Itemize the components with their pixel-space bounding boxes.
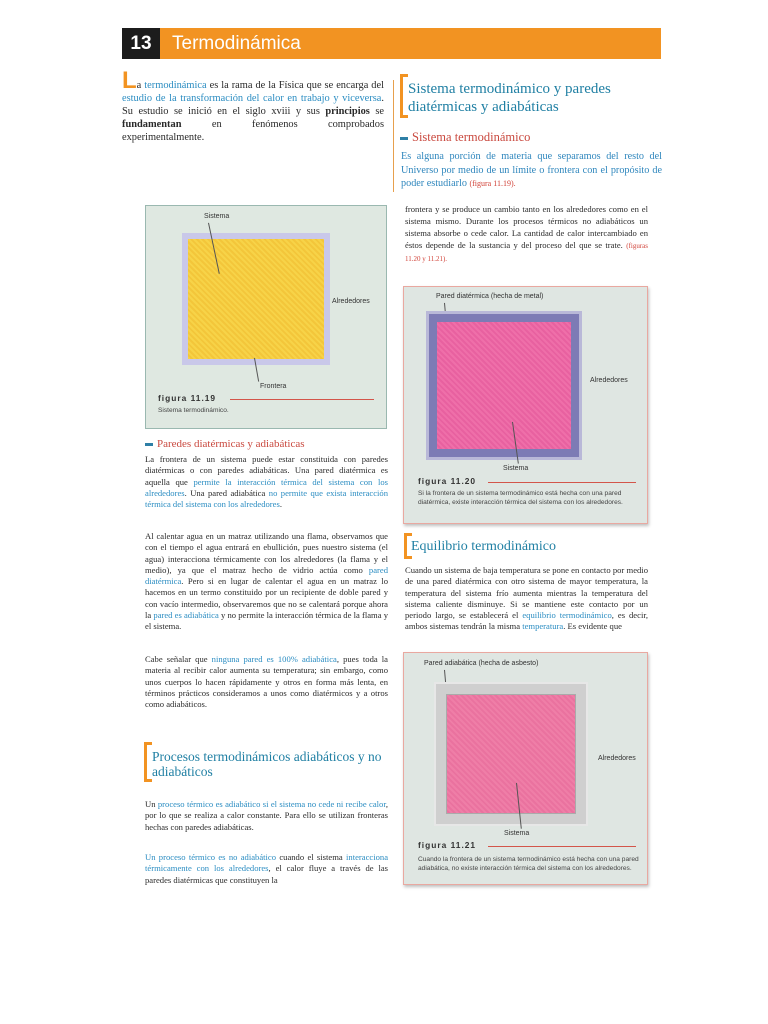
highlight: interacciona térmicamente con los alrededores (145, 852, 389, 874)
highlight: proceso térmico es adiabático si el sistema no cede ni recibe calor (157, 799, 386, 809)
text: , por lo que se realiza a calor constante. Para ello se utilizan fronteras hechas con paredes adiabáticas. (145, 799, 389, 832)
subheading-text: Paredes diatérmicas y adiabáticas (157, 438, 305, 450)
label-wall: Pared diatérmica (hecha de metal) (436, 293, 544, 300)
caption-rule (488, 482, 636, 483)
continuation-text: frontera y se produce un cambio tanto en los alrededores como en el sistema mismo. Durante los procesos térmicos no adiabáticos un sistema absorbe o cede calor. La cantidad de calor intercambiado en éstos depende de la sustancia y del proceso del que se trate. (405, 204, 648, 250)
section-heading-procesos: Procesos termodinámicos adiabáticos y no adiabáticos (152, 749, 382, 779)
paragraph-procesos-1 (145, 799, 388, 833)
figure-title: figura 11.20 (418, 476, 477, 486)
intro-text: en fenómenos comprobados experimentalmente. (122, 119, 384, 143)
highlight: pared es adiabática (153, 610, 219, 621)
highlight: temperatura (522, 621, 564, 632)
figure-reference: (figura 11.19). (469, 179, 516, 189)
definition-text: Es alguna porción de materia que separamos del resto del Universo por medio de un límite o frontera con el propósito de poder estudiarlo (401, 151, 662, 190)
label-system: Sistema (204, 213, 230, 220)
definition-sistema (401, 150, 662, 191)
figure-11-20 (403, 286, 648, 524)
system-box-yellow (182, 233, 330, 365)
highlight: ninguna pared es 100% adiabática (211, 654, 337, 664)
heading-bracket (144, 742, 152, 782)
section-heading-sistema: Sistema termodinámico y paredes diatérmicas y adiabáticas (408, 81, 611, 115)
paragraph-procesos-2 (145, 852, 388, 886)
subheading-text: Sistema termodinámico (412, 130, 531, 144)
label-boundary: Frontera (260, 383, 287, 390)
caption-rule (488, 846, 636, 847)
intro-text: es la rama de la Física que se encarga del (206, 80, 384, 91)
intro-bold: principios (325, 106, 370, 117)
text: y no permite la interacción térmica de la flama y el sistema. (145, 610, 388, 632)
section-heading-equilibrio: Equilibrio termodinámico (411, 539, 557, 554)
subheading-paredes (145, 436, 390, 452)
subheading-sistema (400, 129, 660, 145)
text: . (279, 499, 282, 510)
text: Cabe señalar que (145, 654, 212, 664)
figure-caption: Sistema termodinámico. (158, 407, 229, 414)
figure-11-21 (403, 652, 648, 885)
intro-term: termodinámica (144, 80, 207, 91)
text: . Pero si en lugar de calentar el agua en un matraz lo hacemos en un termo constituido por un recipiente de doble pared y con vacío intermedio, observaremos que no se calentará porque ahora la (145, 576, 388, 621)
intro-bold: fundamentan (122, 119, 182, 130)
label-system: Sistema (503, 465, 529, 472)
label-surroundings: Alrededores (590, 377, 628, 384)
figure-reference: (figuras 11.20 y 11.21). (405, 242, 649, 263)
paragraph-paredes-1 (145, 454, 388, 510)
text: Un (145, 799, 158, 809)
intro-highlight: estudio de la transformación del calor en trabajo y viceversa (122, 93, 382, 104)
intro-text: se (369, 106, 385, 117)
drop-cap: L (122, 67, 137, 94)
paragraph-paredes-3 (145, 654, 388, 710)
text: Al calentar agua en un matraz utilizando una flama, observamos que con el tiempo el agua entrará en ebullición, pues nuestro sistema (el agua) interacciona térmicamente con los alrededores (la flama y el medio), ya que el matraz hecho de vidrio actúa como (145, 531, 388, 575)
label-system: Sistema (504, 830, 530, 837)
heading-bracket (400, 74, 408, 118)
text: La frontera de un sistema puede estar constituida con paredes diatérmicas o con paredes adiabáticas. Una pared diatérmica es aquella que (145, 454, 388, 487)
text: , pues toda la materia al recibir calor aumenta su temperatura; sin embargo, como unos cuerpos lo hacen rápidamente y otros en forma más lenta, en términos prácticos consideramos a unos como diatérmicos y a otros como adiabáticos. (145, 654, 388, 710)
label-surroundings: Alrededores (598, 755, 636, 762)
figure-title: figura 11.19 (158, 393, 217, 403)
intro-text: . Su estudio se inició en el siglo xviii y sus (122, 93, 384, 117)
chapter-title: Termodinámica (172, 33, 301, 54)
text: Cuando un sistema de baja temperatura se pone en contacto por medio de una pared diatérmica con otro sistema de mayor temperatura, la temperatura del sistema frío aumenta mientras la temperatura del sistema caliente disminuye. Si se mantiene este contacto por un periodo largo, se establecerá el (405, 565, 648, 621)
figure-11-19 (145, 205, 387, 429)
column-divider (393, 80, 394, 192)
chapter-number: 13 (122, 28, 160, 59)
highlight: Un proceso térmico es no adiabático (145, 852, 277, 862)
system-box-pink-asbestos (436, 684, 586, 824)
text: , el calor fluye a través de las paredes diatérmicas que constituyen la (145, 863, 389, 885)
figure-caption: Cuando la frontera de un sistema termodinámico está hecha con una pared adiabática, no existe interacción térmica del sistema con los alrededores. (418, 856, 639, 872)
caption-rule (230, 399, 374, 400)
paragraph-equilibrio (405, 565, 648, 633)
highlight: pared diatérmica (145, 564, 388, 587)
intro-paragraph (122, 67, 385, 144)
text: . Es evidente que (563, 621, 622, 632)
continuation-paragraph (405, 203, 648, 265)
dash-marker (145, 443, 153, 446)
highlight: no permite que exista interacción térmica del sistema con los alrededores (145, 487, 388, 510)
system-box-pink-metal (429, 314, 579, 457)
text: , es decir, ambos sistemas tendrán la misma (405, 610, 648, 632)
label-surroundings: Alrededores (332, 298, 370, 305)
text: . Una pared adiabática (184, 487, 269, 498)
intro-text: a (136, 80, 145, 91)
paragraph-paredes-2 (145, 531, 388, 633)
dash-marker (400, 137, 408, 140)
text: cuando el sistema (276, 852, 347, 862)
figure-title: figura 11.21 (418, 840, 477, 850)
highlight: permite la interacción térmica del sistema con los alrededores (145, 476, 388, 498)
label-wall: Pared adiabática (hecha de asbesto) (424, 660, 539, 667)
highlight: equilibrio termodinámico (522, 610, 612, 621)
figure-caption: Si la frontera de un sistema termodinámico está hecha con una pared diatérmica, existe interacción térmica del sistema con los alrededores. (418, 490, 623, 506)
